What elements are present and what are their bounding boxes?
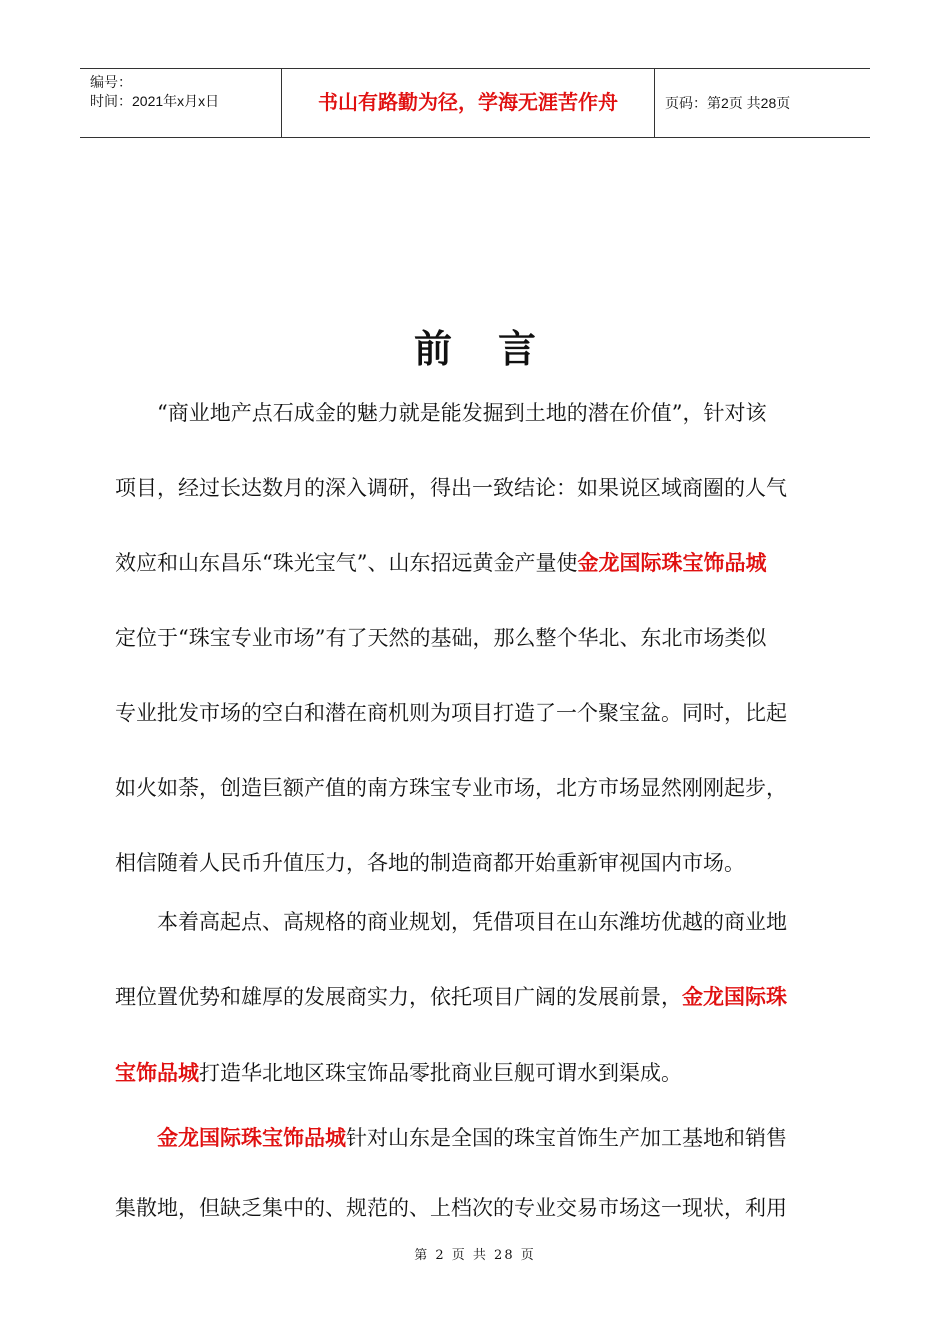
body-line <box>115 773 787 803</box>
page-header <box>80 68 870 138</box>
header-meta <box>90 73 219 111</box>
body-line <box>115 473 787 503</box>
text-segment: 如火如荼，创造巨额产值的南方珠宝专业市场，北方市场显然刚刚起步， <box>115 776 787 800</box>
text-segment: 专业批发市场的空白和潜在商机则为项目打造了一个聚宝盆。同时，比起 <box>115 701 787 725</box>
header-divider <box>654 69 655 137</box>
text-segment: 针对山东是全国的珠宝首饰生产加工基地和销售 <box>346 1126 787 1150</box>
time-label: 时间：2021年x月x日 <box>90 93 220 109</box>
highlighted-name: 金龙国际珠宝饰品城 <box>157 1126 346 1150</box>
header-motto: 书山有路勤为径，学海无涯苦作舟 <box>318 92 618 114</box>
text-segment: 定位于“珠宝专业市场”有了天然的基础，那么整个华北、东北市场类似 <box>115 626 767 650</box>
header-page-info: 页码：第2页 共28页 <box>665 95 791 111</box>
highlighted-name: 金龙国际珠宝饰品城 <box>577 551 767 575</box>
text-segment: 集散地，但缺乏集中的、规范的、上档次的专业交易市场这一现状，利用 <box>115 1196 787 1220</box>
page-footer: 第 2 页 共 28 页 <box>414 1248 536 1263</box>
body-line <box>115 548 766 578</box>
text-segment: 效应和山东昌乐“珠光宝气”、山东招远黄金产量使 <box>115 551 578 575</box>
text-segment: 本着高起点、高规格的商业规划，凭借项目在山东潍坊优越的商业地 <box>157 910 787 934</box>
text-segment: 打造华北地区珠宝饰品零批商业巨舰可谓水到渠成。 <box>199 1061 682 1085</box>
body-line <box>157 907 787 937</box>
body-line <box>115 698 787 728</box>
body-line <box>157 398 766 428</box>
highlighted-name: 金龙国际珠 <box>682 985 787 1009</box>
body-line <box>115 1058 682 1088</box>
body-line <box>115 848 745 878</box>
text-segment: 项目，经过长达数月的深入调研，得出一致结论：如果说区域商圈的人气 <box>115 476 787 500</box>
body-line <box>157 1123 787 1153</box>
page-title: 前言 <box>413 327 582 371</box>
highlighted-name: 宝饰品城 <box>115 1061 199 1085</box>
body-line <box>115 982 787 1012</box>
code-label: 编号： <box>90 74 132 90</box>
body-line <box>115 1193 787 1223</box>
text-segment: 相信随着人民币升值压力，各地的制造商都开始重新审视国内市场。 <box>115 851 745 875</box>
text-segment: “商业地产点石成金的魅力就是能发掘到土地的潜在价值”，针对该 <box>157 401 767 425</box>
body-line <box>115 623 766 653</box>
text-segment: 理位置优势和雄厚的发展商实力，依托项目广阔的发展前景， <box>115 985 682 1009</box>
